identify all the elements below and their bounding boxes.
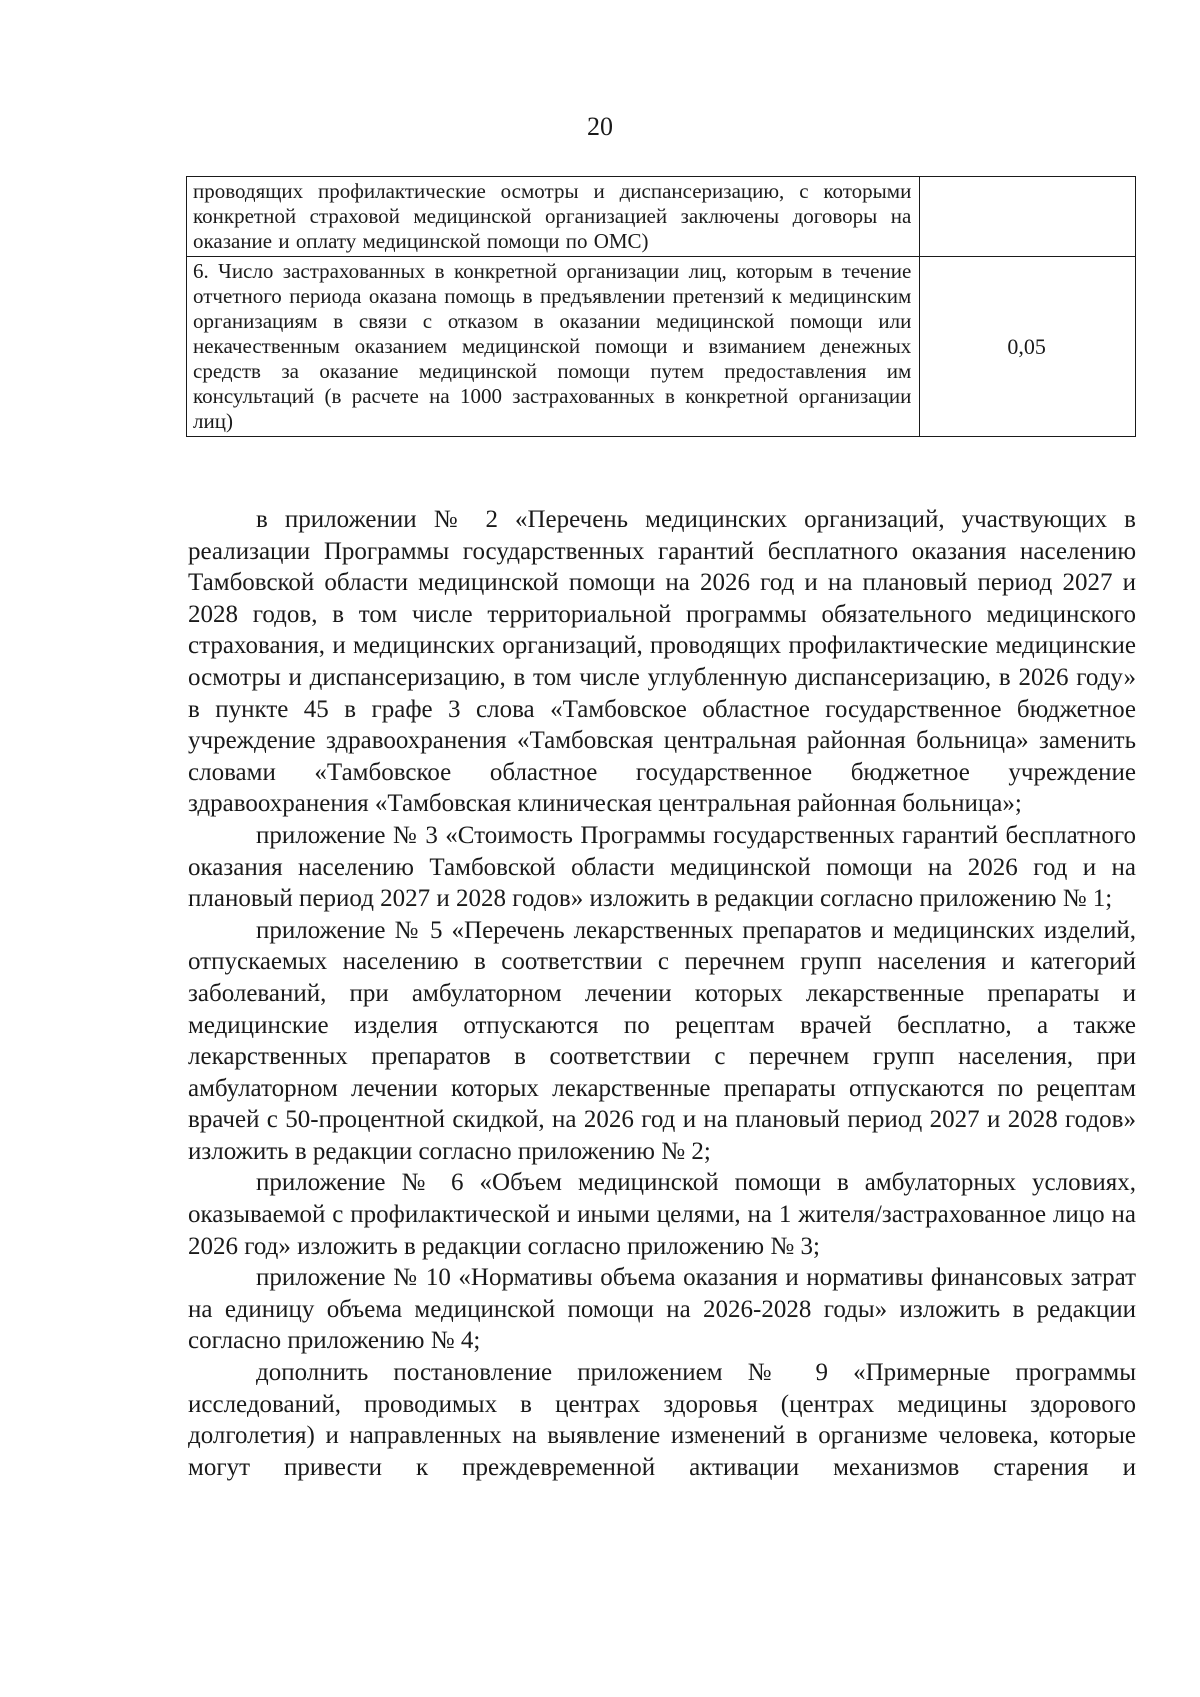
- paragraph-appendix-9-addition: дополнить постановление приложением № 9 «Примерные программы исследований, проводимых в центрах здоровья (центрах медицины здорового долголетия) и направленных на выявление изменений в организме человека, которые могут привести к преждевременной активации механизмов старения и: [188, 1359, 1136, 1481]
- indicators-table: [186, 176, 1136, 437]
- document-body: [188, 504, 1136, 1483]
- table-cell-text: 6. Число застрахованных в конкретной организации лиц, которым в течение отчетного периода оказана помощь в предъявлении претензий к медицинским организациям в связи с отказом в оказании медицинской помощи или некачественным оказанием медицинской помощи и взиманием денежных средств за оказание медицинской помощи путем предоставления им консультаций (в расчете на 1000 застрахованных в конкретной организации лиц): [187, 257, 920, 437]
- paragraph-appendix-6: приложение № 6 «Объем медицинской помощи в амбулаторных условиях, оказываемой с профилактической и иными целями, на 1 жителя/застрахованное лицо на 2026 год» изложить в редакции согласно приложению № 3;: [188, 1169, 1136, 1260]
- table-cell-value: 0,05: [920, 257, 1136, 437]
- table-row: [187, 177, 1136, 257]
- paragraph-appendix-2: в приложении № 2 «Перечень медицинских организаций, участвующих в реализации Программы государственных гарантий бесплатного оказания населению Тамбовской области медицинской помощи на 2026 год и на плановый период 2027 и 2028 годов, в том числе территориальной программы обязательного медицинского страхования, и медицинских организаций, проводящих профилактические медицинские осмотры и диспансеризацию, в том числе углубленную диспансеризацию, в 2026 году» в пункте 45 в графе 3 слова «Тамбовское областное государственное бюджетное учреждение здравоохранения «Тамбовская центральная районная больница» заменить словами «Тамбовское областное государственное бюджетное учреждение здравоохранения «Тамбовская клиническая центральная районная больница»;: [188, 506, 1136, 818]
- paragraph-appendix-3: приложение № 3 «Стоимость Программы государственных гарантий бесплатного оказания населению Тамбовской области медицинской помощи на 2026 год и на плановый период 2027 и 2028 годов» изложить в редакции согласно приложению № 1;: [188, 821, 1136, 913]
- page-number: 20: [587, 112, 613, 141]
- table-row: [187, 257, 1136, 437]
- table-cell-value: [920, 177, 1136, 257]
- table-cell-text: проводящих профилактические осмотры и диспансеризацию, с которыми конкретной страховой медицинской организацией заключены договоры на оказание и оплату медицинской помощи по ОМС): [187, 177, 920, 257]
- paragraph-appendix-5: приложение № 5 «Перечень лекарственных препаратов и медицинских изделий, отпускаемых населению в соответствии с перечнем групп населения и категорий заболеваний, при амбулаторном лечении которых лекарственные препараты и медицинские изделия отпускаются по рецептам врачей бесплатно, а также лекарственных препаратов в соответствии с перечнем групп населения, при амбулаторном лечении которых лекарственные препараты отпускаются по рецептам врачей с 50-процентной скидкой, на 2026 год и на плановый период 2027 и 2028 годов» изложить в редакции согласно приложению № 2;: [188, 916, 1136, 1165]
- paragraph-appendix-10: приложение № 10 «Нормативы объема оказания и нормативы финансовых затрат на единицу объема медицинской помощи на 2026-2028 годы» изложить в редакции согласно приложению № 4;: [188, 1264, 1136, 1355]
